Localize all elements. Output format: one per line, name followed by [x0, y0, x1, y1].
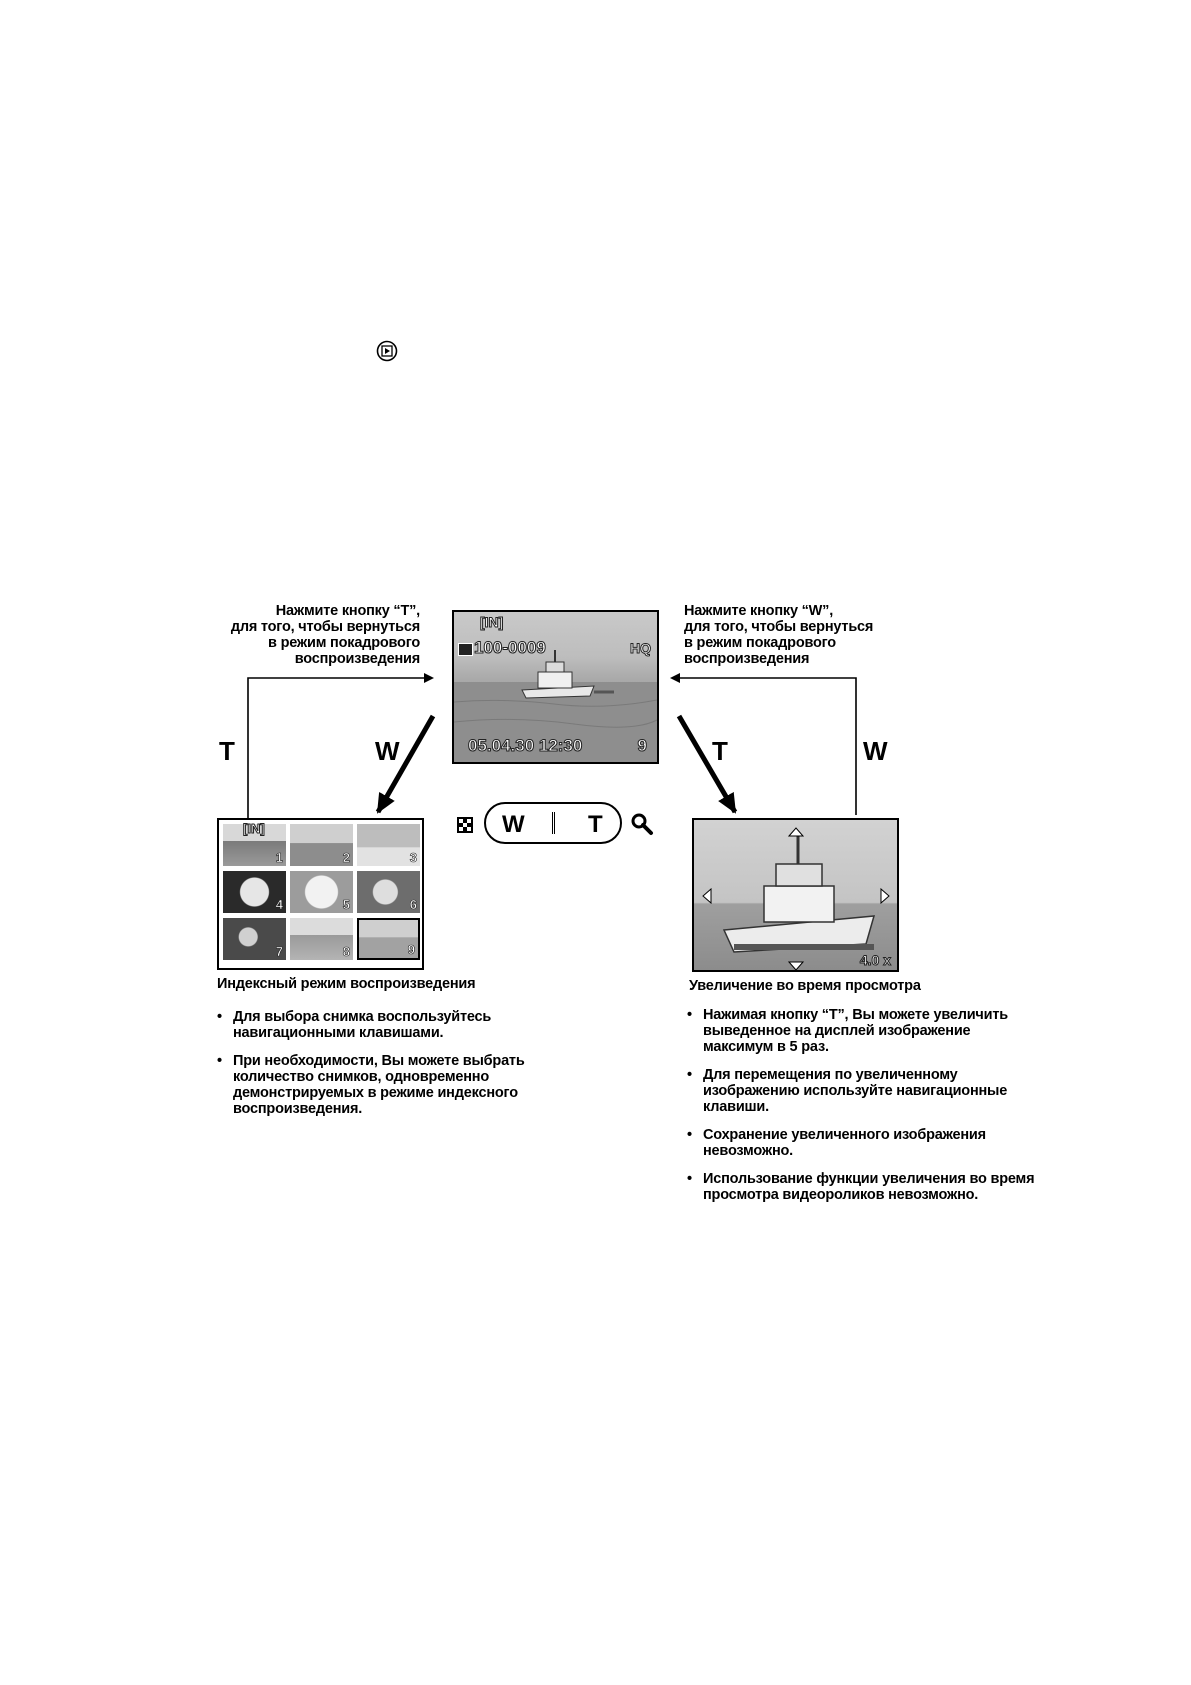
- index-bullet: • Для выбора снимка воспользуйтесь навигационными клавишами.: [217, 1009, 547, 1041]
- zoom-lever-divider: [552, 812, 555, 834]
- thumbnail[interactable]: [290, 918, 353, 960]
- thumbnail-number: 2: [342, 850, 350, 865]
- thumbnail[interactable]: [223, 871, 286, 913]
- zoom-bullet: • Для перемещения по увеличенному изображению используйте навигационные клавиши.: [687, 1067, 1037, 1115]
- datetime: 05.04.30 12:30: [468, 736, 583, 755]
- magnifier-icon: [630, 812, 654, 836]
- left-caption-line: Нажмите кнопку “T”,: [275, 603, 420, 619]
- index-grid-icon: [456, 816, 474, 834]
- thumbnail-number: 9: [407, 942, 415, 957]
- memory-label: [IN]: [480, 614, 504, 630]
- left-caption-line: для того, чтобы вернуться: [230, 619, 420, 635]
- index-section-title: Индексный режим воспроизведения: [217, 976, 476, 992]
- zoom-lever-w[interactable]: W: [502, 811, 525, 838]
- index-memory-label: [IN]: [243, 821, 265, 836]
- thumbnail[interactable]: [357, 824, 420, 866]
- thumbnail-number: 5: [342, 897, 350, 912]
- zoom-bullet: • Нажимая кнопку “T”, Вы можете увеличить выведенное на дисплей изображение максимум в 5 раз.: [687, 1007, 1037, 1055]
- thumbnail[interactable]: [290, 824, 353, 866]
- zoom-lever-t[interactable]: T: [588, 811, 603, 838]
- label-w-right: W: [863, 736, 888, 766]
- index-bullet: • При необходимости, Вы можете выбрать количество снимков, одновременно демонстрируемых в режиме индексного воспроизведения.: [217, 1053, 547, 1117]
- right-caption-line: воспроизведения: [684, 651, 810, 667]
- return-arrow-left: [248, 678, 432, 818]
- thumbnail[interactable]: [290, 871, 353, 913]
- frame-number: 9: [637, 736, 647, 755]
- thumbnail[interactable]: [223, 918, 286, 960]
- left-caption-line: воспроизведения: [294, 651, 420, 667]
- zoom-screen: [692, 818, 899, 972]
- file-number: 100-0009: [474, 638, 546, 657]
- index-screen: [217, 818, 424, 970]
- thumbnail[interactable]: [357, 871, 420, 913]
- thumbnail-selected[interactable]: [357, 918, 420, 960]
- label-w-left: W: [375, 736, 400, 766]
- right-caption-line: Нажмите кнопку “W”,: [684, 603, 834, 619]
- zoomed-boat-photo: [694, 820, 897, 970]
- thumbnail-number: 8: [342, 944, 350, 959]
- filenumber-icon: [458, 643, 473, 656]
- label-t-right: T: [712, 736, 728, 766]
- zoom-bullet: • Сохранение увеличенного изображения невозможно.: [687, 1127, 1037, 1159]
- single-frame-screen: [452, 610, 659, 764]
- right-caption-line: в режим покадрового: [684, 635, 836, 651]
- right-caption-line: для того, чтобы вернуться: [684, 619, 874, 635]
- zoom-section-title: Увеличение во время просмотра: [689, 978, 921, 994]
- scroll-down-icon[interactable]: [788, 958, 804, 972]
- zoom-bullet: • Использование функции увеличения во время просмотра видеороликов невозможно.: [687, 1171, 1037, 1203]
- scroll-left-icon[interactable]: [702, 888, 712, 909]
- thumbnail-number: 3: [409, 850, 417, 865]
- thumbnail-number: 4: [275, 897, 283, 912]
- scroll-right-icon[interactable]: [880, 888, 890, 909]
- thumbnail-number: 7: [275, 944, 283, 959]
- zoom-lever[interactable]: [484, 802, 622, 844]
- thumbnail-number: 1: [275, 850, 283, 865]
- index-bullets: [217, 1009, 547, 1129]
- zoom-bullets: [687, 1007, 1037, 1215]
- quality-badge: HQ: [630, 640, 651, 656]
- label-t-left: T: [219, 736, 235, 766]
- zoom-value: 4.0 x: [859, 952, 891, 968]
- scroll-up-icon[interactable]: [788, 824, 804, 842]
- left-caption-line: в режим покадрового: [268, 635, 420, 651]
- thumbnail-number: 6: [409, 897, 417, 912]
